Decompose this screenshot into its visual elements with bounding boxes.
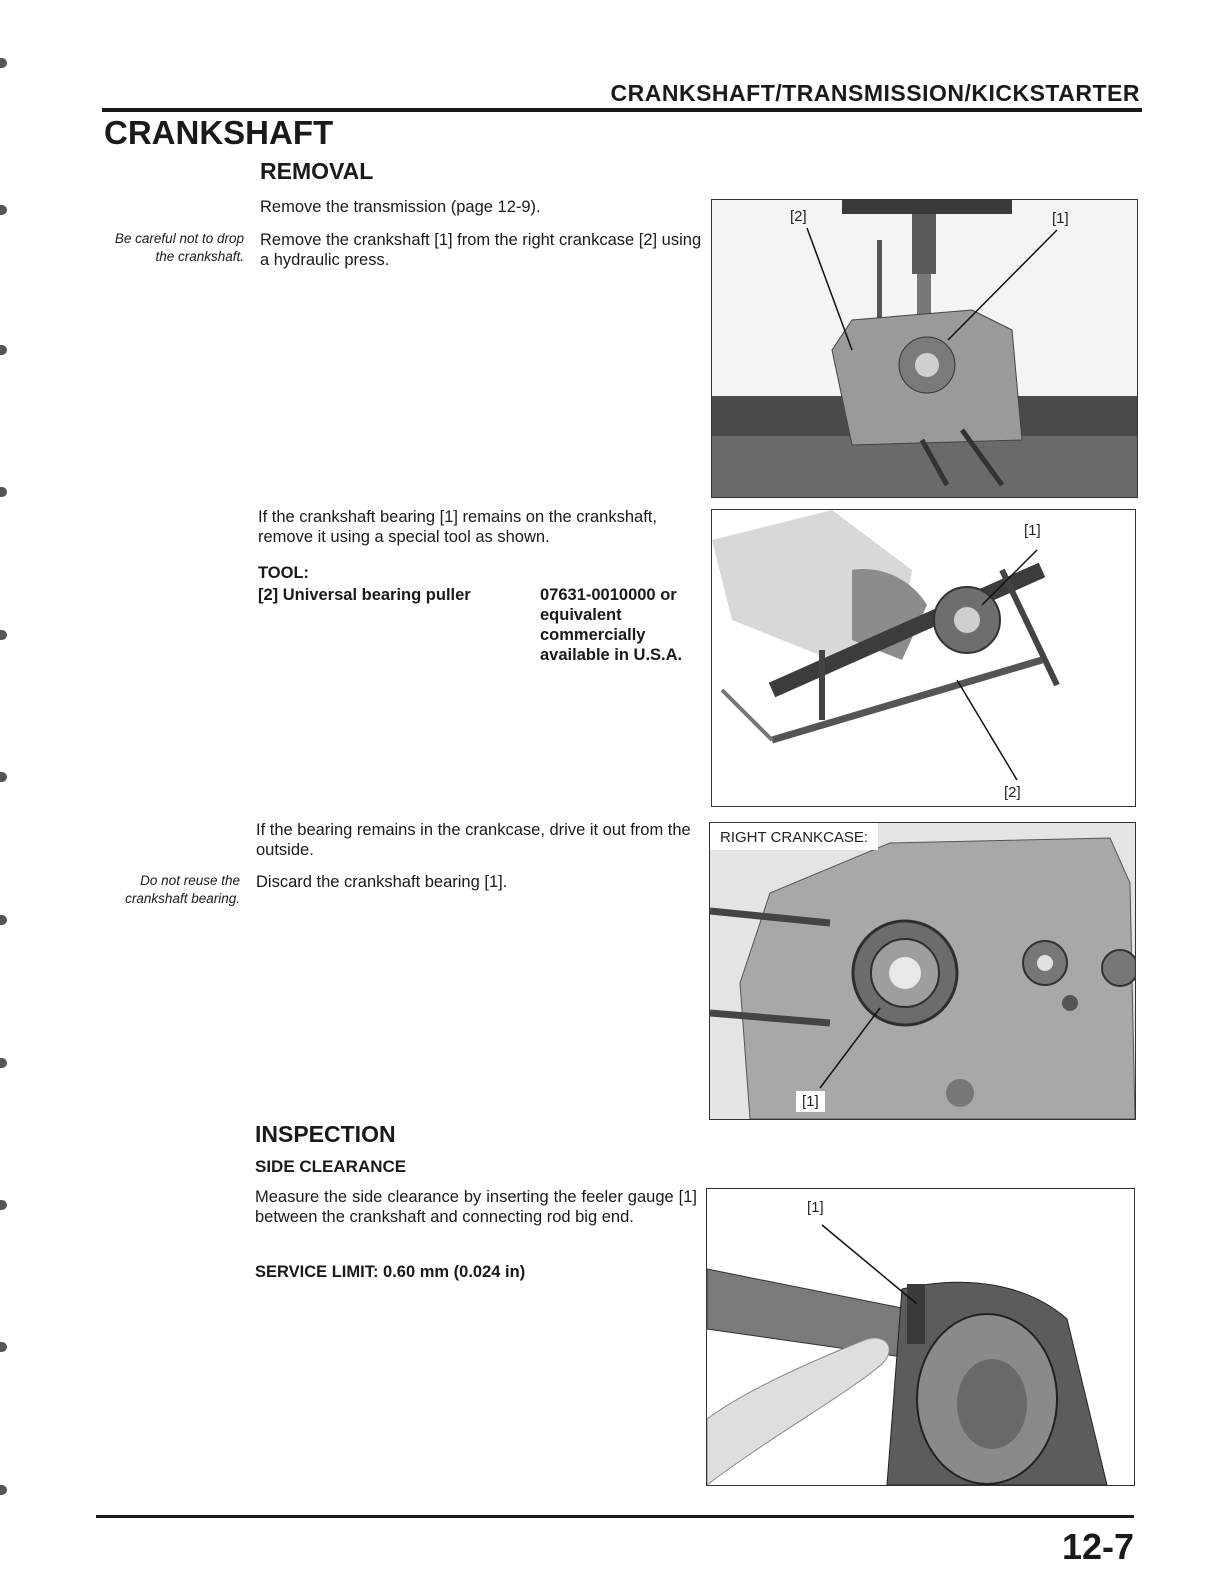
page-number: 12-7 (1061, 1526, 1134, 1567)
figure-crankshaft-press (711, 199, 1138, 498)
tool-number: 07631-0010000 or equivalent commercially available in U.S.A. (540, 586, 683, 664)
callout-1: [1] (1024, 522, 1041, 539)
crankcase-photo (710, 823, 1135, 1119)
removal-heading: REMOVAL (260, 158, 374, 184)
removal-step-5: Discard the crankshaft bearing [1]. (256, 873, 508, 891)
feeler-gauge-photo (707, 1189, 1134, 1485)
bearing-puller-photo (712, 510, 1135, 806)
binder-hole (0, 205, 7, 215)
binder-hole (0, 915, 7, 925)
footer-rule (96, 1515, 1134, 1518)
binder-hole (0, 1058, 7, 1068)
callout-1: [1] (807, 1199, 824, 1216)
binder-hole (0, 772, 7, 782)
figure-right-crankcase (709, 822, 1136, 1120)
callout-2: [2] (790, 208, 807, 225)
service-limit: SERVICE LIMIT: 0.60 mm (0.024 in) (255, 1263, 526, 1281)
binder-hole (0, 58, 7, 68)
removal-step-1: Remove the transmission (page 12-9). (260, 198, 541, 216)
binder-hole (0, 1342, 7, 1352)
callout-2: [2] (1004, 784, 1021, 801)
side-note-careful: Be careful not to drop the crankshaft. (114, 231, 244, 264)
side-note-reuse: Do not reuse the crankshaft bearing. (125, 873, 240, 906)
binder-hole (0, 1485, 7, 1495)
binder-hole (0, 630, 7, 640)
binder-hole (0, 1200, 7, 1210)
inspection-heading: INSPECTION (255, 1121, 396, 1147)
callout-1: [1] (796, 1091, 825, 1112)
removal-step-4: If the bearing remains in the crankcase, drive it out from the outside. (256, 821, 691, 859)
binder-hole (0, 345, 7, 355)
figure-bearing-puller (711, 509, 1136, 807)
removal-step-2: Remove the crankshaft [1] from the right crankcase [2] using a hydraulic press. (260, 231, 702, 269)
binder-hole (0, 487, 7, 497)
callout-1: [1] (1052, 210, 1069, 227)
tool-name: [2] Universal bearing puller (258, 586, 471, 604)
section-title: CRANKSHAFT (104, 114, 334, 151)
crankcase-caption: RIGHT CRANKCASE: (710, 823, 878, 850)
press-photo (712, 200, 1137, 497)
chapter-header: CRANKSHAFT/TRANSMISSION/KICKSTARTER (610, 80, 1140, 106)
side-clearance-heading: SIDE CLEARANCE (255, 1157, 407, 1176)
header-rule (102, 108, 1142, 112)
removal-step-3: If the crankshaft bearing [1] remains on the crankshaft, remove it using a special tool as shown. (258, 508, 657, 546)
figure-feeler-gauge (706, 1188, 1135, 1486)
inspection-text: Measure the side clearance by inserting the feeler gauge [1] between the crankshaft and connecting rod big end. (255, 1188, 697, 1226)
tool-label: TOOL: (258, 564, 310, 582)
